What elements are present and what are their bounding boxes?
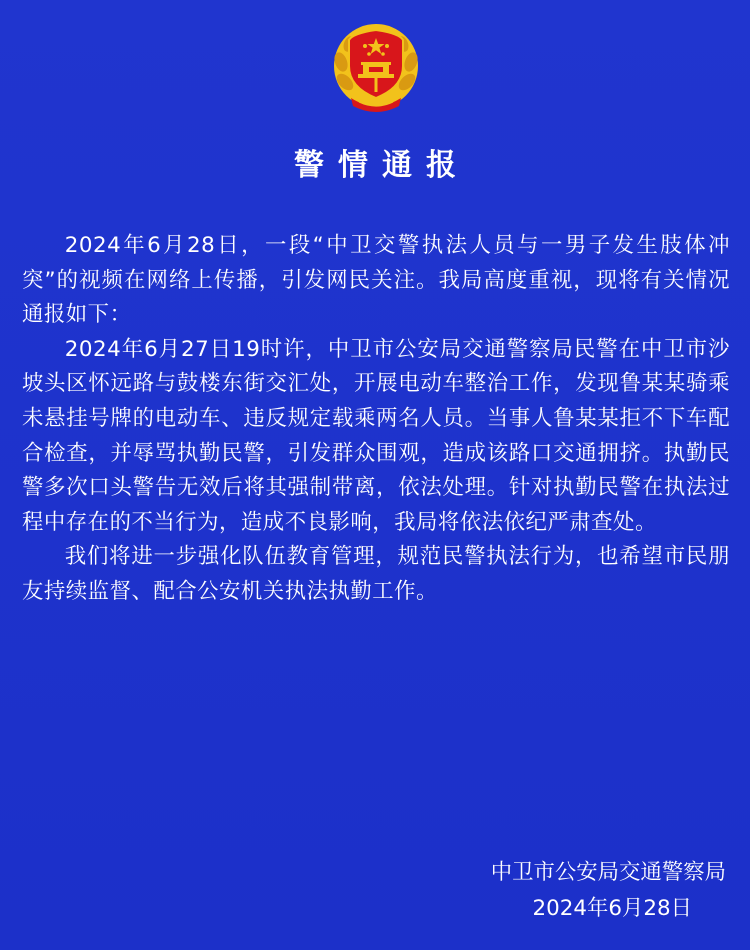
paragraph-incident: 2024年6月27日19时许，中卫市公安局交通警察局民警在中卫市沙坡头区怀远路与鼓楼东街交汇处，开展电动车整治工作，发现鲁某某骑乘未悬挂号牌的电动车、违反规定载乘两名人员。当事人鲁某某拒不下车配合检查，并辱骂执勤民警，引发群众围观，造成该路口交通拥挤。执勤民警多次口头警告无效后将其强制带离，依法处理。针对执勤民警在执法过程中存在的不当行为，造成不良影响，我局将依法依纪严肃查处。 (22, 336, 730, 535)
signature-organization: 中卫市公安局交通警察局 (490, 860, 726, 885)
paragraph-closing: 我们将进一步强化队伍教育管理，规范民警执法行为，也希望市民朋友持续监督、配合公安机关执法执勤工作。 (22, 544, 730, 604)
notice-title: 警情通报 (294, 148, 470, 183)
notice-body (22, 229, 730, 610)
signature-date: 2024年6月28日 (532, 896, 692, 921)
paragraph-intro: 2024年6月28日，一段“中卫交警执法人员与一男子发生肢体冲突”的视频在网络上传播，引发网民关注。我局高度重视，现将有关情况通报如下： (22, 233, 730, 328)
signature-block (491, 855, 726, 927)
police-emblem-icon (331, 22, 421, 114)
